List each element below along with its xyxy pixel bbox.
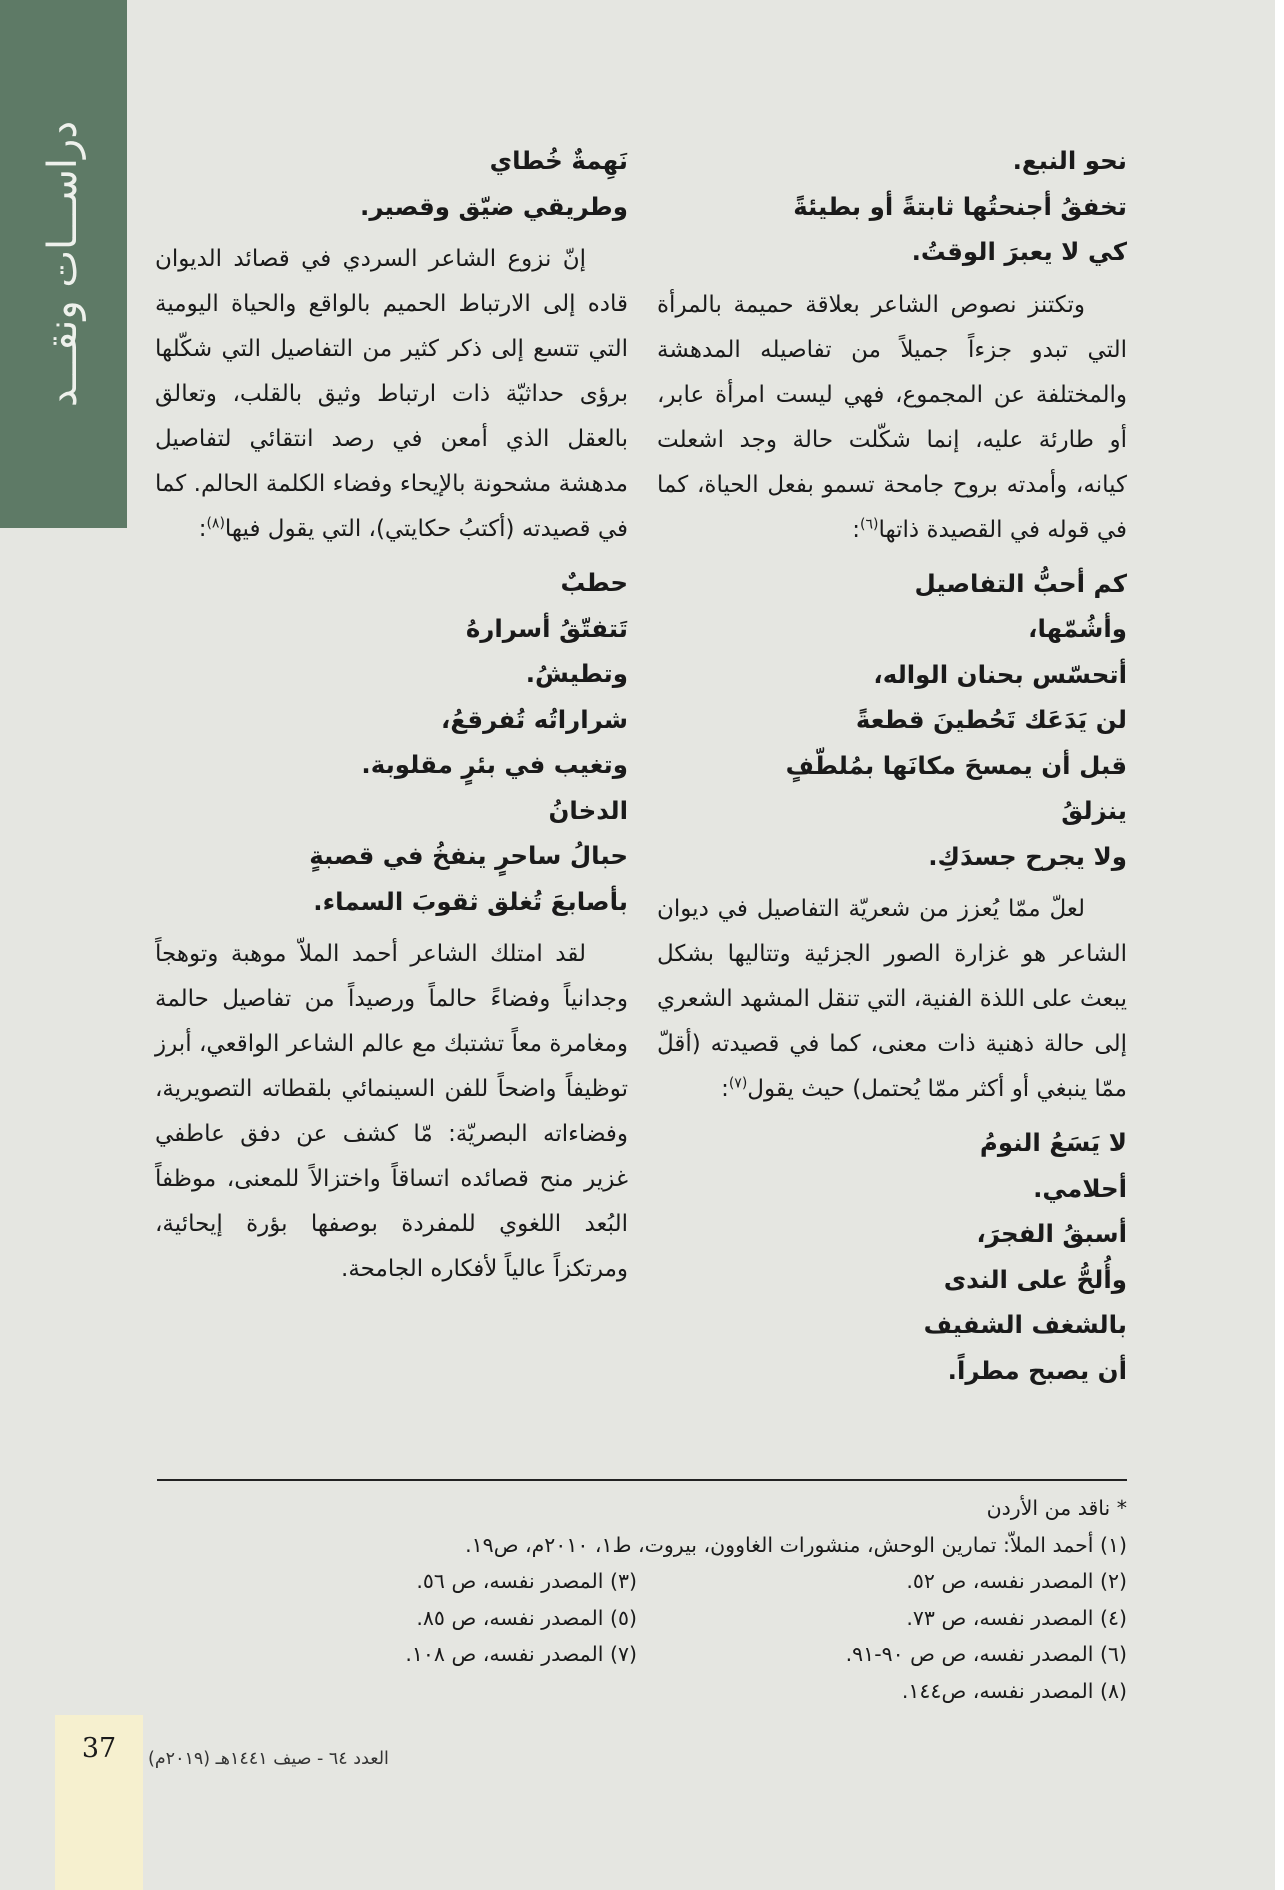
footnote: (٥) المصدر نفسه، ص ٨٥. — [416, 1605, 637, 1630]
verse-line: بأصابعَ تُغلق ثقوبَ السماء. — [313, 886, 628, 916]
paragraph — [657, 283, 1127, 553]
verse-block — [657, 138, 1127, 275]
footnote-row — [147, 1636, 1127, 1673]
footnote-row — [147, 1563, 1127, 1600]
verse-line: الدخانُ — [548, 795, 628, 825]
verse-line: وتطيشُ. — [525, 659, 628, 688]
verse-line: ولا يجرح جسدَكِ. — [928, 841, 1127, 871]
footnote: (٨) المصدر نفسه، ص١٤٤. — [901, 1678, 1127, 1703]
verse-block — [657, 561, 1127, 880]
verse-line: ينزلقُ — [1061, 796, 1127, 825]
section-tab — [0, 0, 127, 528]
paragraph: لقد امتلك الشاعر أحمد الملاّ موهبة وتوهجاً وجدانياً وفضاءً حالماً ورصيداً من تفاصيل حالمة ومغامرة معاً تشتبك مع عالم الشاعر الواقعي، أبرز توظيفاً واضحاً للفن السينمائي بلقطاته التصويرية، وفضاءاته البصريّة: مّا كشف عن دفق عاطفي غزير منح قصائده اتساقاً واختزالاً للمعنى، موظفاً البُعد اللغوي للمفردة بوصفها بؤرة إيحائية، ومرتكزاً عالياً لأفكاره الجامحة. — [155, 941, 628, 1282]
verse-line: وطريقي ضيّق وقصير. — [360, 191, 628, 221]
footnote: (٦) المصدر نفسه، ص ص ٩٠-٩١. — [845, 1642, 1127, 1666]
verse-line: أن يصبح مطراً. — [947, 1355, 1127, 1385]
verse-line: تخفقُ أجنحتُها ثابتةً أو بطيئةً — [793, 191, 1127, 221]
verse-line: أسبقُ الفجرَ، — [976, 1219, 1127, 1248]
paragraph-text: إنّ نزوع الشاعر السردي في قصائد الديوان قاده إلى الارتباط الحميم بالواقع والحياة اليومية التي تتسع إلى ذكر كثير من التفاصيل التي شكّلها برؤى حداثيّة ذات ارتباط وثيق بالقلب، وتعالق بالعقل الذي أمعن في رصد انتقائي لتفاصيل مدهشة مشحونة بالإيحاء وفضاء الكلمة الحالم. كما في قصيدته (أكتبُ حكايتي)، التي يقول فيها — [155, 246, 628, 542]
verse-block — [657, 1120, 1127, 1393]
footnote: (٧) المصدر نفسه، ص ١٠٨. — [405, 1642, 637, 1666]
issue-line: العدد ٦٤ - صيف ١٤٤١هـ (٢٠١٩م) — [148, 1749, 389, 1769]
footnote-ref: (٨) — [206, 515, 225, 532]
footnote: (٣) المصدر نفسه، ص ٥٦. — [416, 1569, 637, 1593]
verse-line: وأشُمّها، — [1028, 614, 1127, 643]
footnote: (٢) المصدر نفسه، ص ٥٢. — [906, 1569, 1127, 1593]
paragraph-text: لعلّ ممّا يُعزز من شعريّة التفاصيل في ديوان الشاعر هو غزارة الصور الجزئية وتتاليها بشكل يبعث على اللذة الفنية، التي تنقل المشهد الشعري إلى حالة ذهنية ذات معنى، كما في قصيدته (أقلّ ممّا ينبغي أو أكثر ممّا يُحتمل) حيث يقول — [656, 896, 1127, 1102]
verse-line: نحو النبع. — [1012, 146, 1127, 175]
paragraph-text: وتكتنز نصوص الشاعر بعلاقة حميمة بالمرأة التي تبدو جزءاً جميلاً من تفاصيله المدهشة والمختلفة عن المجموع، فهي ليست امرأة عابر، أو طارئة عليه، إنما شكّلت حالة وجد اشعلت كيانه، وأمدته بروح جامحة تسمو بفعل الحياة، كما في قوله في القصيدة ذاتها — [657, 291, 1127, 543]
verse-line: كي لا يعبرَ الوقتُ. — [911, 237, 1127, 266]
footnote-author: * ناقد من الأردن — [986, 1496, 1127, 1520]
footnote-ref: (٧) — [728, 1075, 748, 1092]
verse-line: لا يَسَعُ النومُ — [979, 1128, 1127, 1157]
right-column — [657, 138, 1127, 1393]
verse-line: بالشغف الشفيف — [923, 1310, 1127, 1339]
paragraph-end: : — [721, 1076, 729, 1102]
verse-line: شراراتُه تُفرقعُ، — [441, 704, 628, 734]
paragraph-end: : — [198, 516, 207, 542]
left-column — [155, 138, 628, 1300]
footnote-row — [147, 1600, 1127, 1637]
verse-block — [155, 138, 628, 229]
section-tab-label: دراســـات ونقـــد — [40, 120, 86, 408]
verse-line: لن يَدَعَك تَحُطينَ قطعةً — [855, 705, 1127, 734]
verse-line: وأُلحُّ على الندى — [943, 1264, 1127, 1294]
footnote: (٤) المصدر نفسه، ص ٧٣. — [906, 1605, 1127, 1630]
footnote-ref: (٦) — [860, 515, 879, 532]
page-number-tab — [55, 1715, 143, 1890]
verse-line: أحلامي. — [1033, 1173, 1127, 1203]
verse-line: حبالُ ساحرٍ ينفخُ في قصبةٍ — [309, 841, 628, 870]
verse-line: حطبٌ — [560, 568, 628, 597]
verse-line: كم أحبُّ التفاصيل — [914, 568, 1127, 598]
verse-line: قبل أن يمسحَ مكانَها بمُلطّفٍ — [785, 750, 1127, 780]
paragraph-end: : — [852, 516, 861, 543]
footnote-divider — [157, 1479, 1127, 1481]
verse-line: تَتفتّقُ أسرارهُ — [465, 613, 628, 643]
footnote: (١) أحمد الملاّ: تمارين الوحش، منشورات الغاوون، بيروت، ط١، ٢٠١٠م، ص١٩. — [465, 1532, 1127, 1557]
verse-line: أتحسّس بحنان الواله، — [873, 659, 1127, 689]
verse-block — [155, 560, 628, 924]
footnotes — [147, 1490, 1127, 1709]
paragraph — [155, 237, 628, 552]
page-number: 37 — [81, 1733, 117, 1764]
verse-line: وتغيب في بئرٍ مقلوبة. — [361, 750, 628, 779]
verse-line: نَهِمةٌ خُطاي — [489, 146, 628, 175]
paragraph — [657, 887, 1127, 1112]
